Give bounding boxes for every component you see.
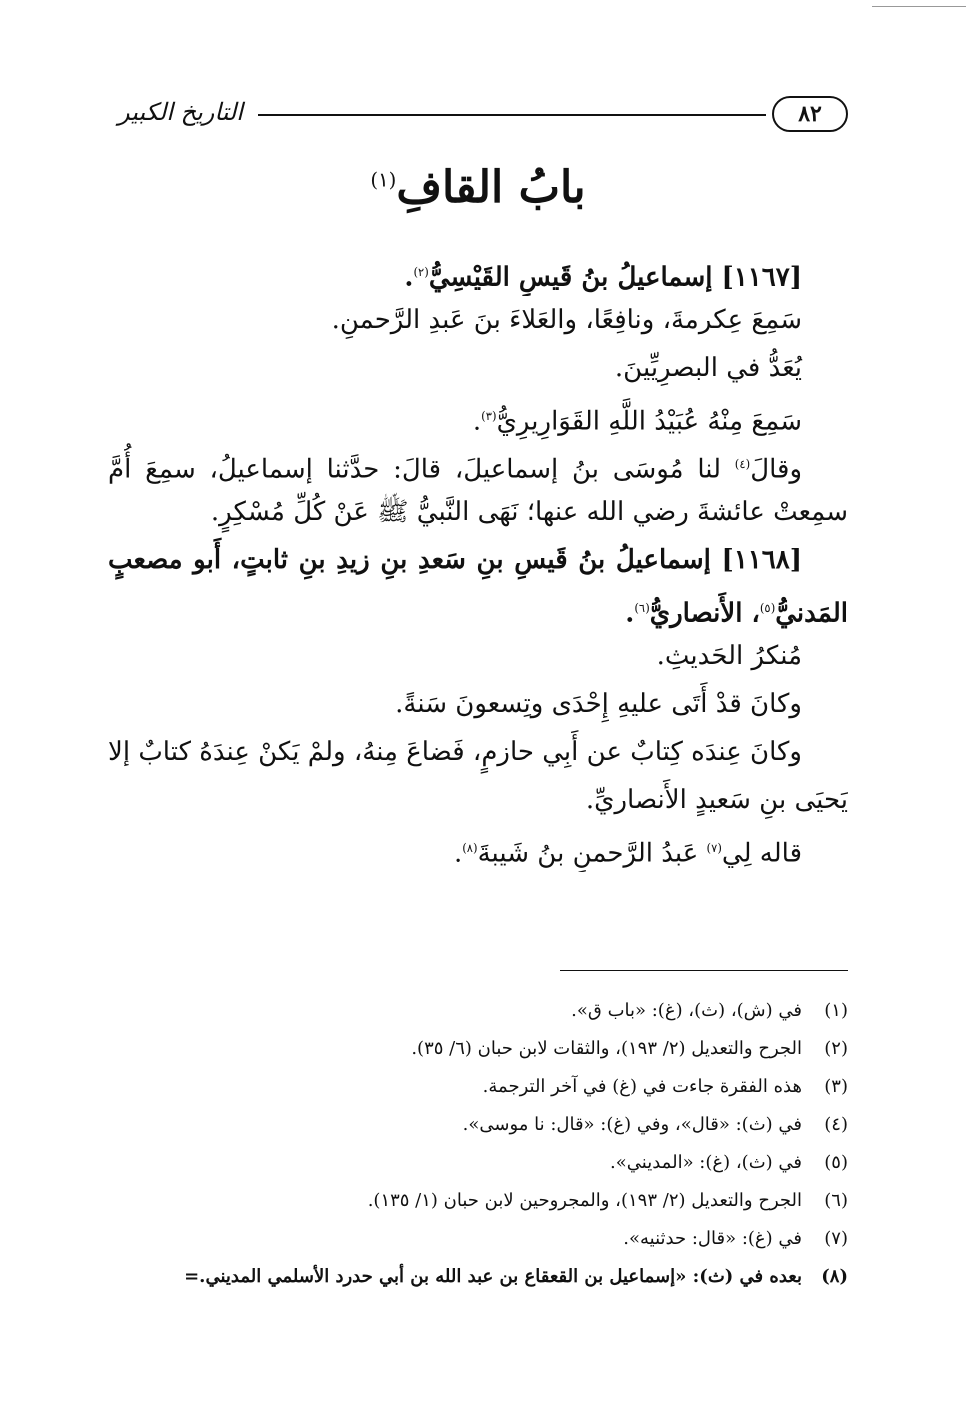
footnote-divider xyxy=(560,970,848,971)
footnote-ref: (٤) xyxy=(734,457,751,471)
text-line: وكانَ عِندَه كِتابٌ عن أَبِي حازمٍ، فَضاعَ مِنهُ، ولمْ يَكنْ عِندَهُ كتابٌ إلا xyxy=(108,737,802,767)
footnotes xyxy=(108,992,848,1296)
text-line: يَحيَى بنِ سَعيدٍ الأَنصاريِّ. xyxy=(585,785,848,815)
footnote-ref: (٢) xyxy=(413,265,429,279)
text-line: مُنكرُ الحَديثِ. xyxy=(656,641,802,671)
text-line: وكانَ قدْ أَتَى عليهِ إِحْدَى وتِسعونَ سَنةً. xyxy=(395,689,802,719)
footnote-ref: (٥) xyxy=(759,601,776,615)
book-title: التاريخ الكبير xyxy=(118,98,243,126)
entry-heading-1167: [١١٦٧] إسماعيلُ بنُ قَيسٍ القَيْسِيُّ$^{(٢)}$. xyxy=(404,262,802,293)
footnote-ref: (١) xyxy=(370,168,397,192)
header-rule xyxy=(258,114,766,116)
footnote-item: (٨)بعده في (ث): «إسماعيل بن القعقاع بن عبد الله بن أبي حدرد الأسلمي المديني.= xyxy=(184,1266,848,1287)
footnote-ref: (٣) xyxy=(481,409,497,423)
entry-heading-1168: [١١٦٨] إسماعيلُ بنُ قَيسِ بنِ سَعدِ بنِ زيدِ بنِ ثابتٍ، أَبو مصعبٍ xyxy=(108,545,802,575)
text-line: سَمِعَ عِكرمةَ، ونافِعًا، والعَلاءَ بنَ عَبدِ الرَّحمنِ. xyxy=(331,305,802,335)
page-header xyxy=(108,96,848,136)
footnote-item: (٧)في (غ): «قال: حدثنيه». xyxy=(623,1228,848,1249)
entry-heading-1168-cont: المَدنيُّ$^{(٥)}$، الأَنصاريُّ$^{(٦)}$. xyxy=(625,598,848,629)
footnote-item: (٤)في (ث): «قال»، وفي (غ): «قال: نا موسى». xyxy=(462,1114,848,1135)
footnote-item: (٣)هذه الفقرة جاءت في (غ) في آخر الترجمة. xyxy=(482,1076,848,1097)
footnote-ref: (٨) xyxy=(462,841,478,855)
scan-edge-line xyxy=(872,6,966,7)
text-line: يُعَدُّ في البصرِيِّينَ. xyxy=(614,353,802,383)
footnote-item: (٢)الجرح والتعديل (٢/ ١٩٣)، والثقات لابن حبان (٦/ ٣٥). xyxy=(411,1038,848,1059)
footnote-item: (٦)الجرح والتعديل (٢/ ١٩٣)، والمجروحين لابن حبان (١/ ١٣٥). xyxy=(367,1190,848,1211)
text-line: سمِعتْ عائشةَ رضي الله عنها؛ نَهَى النَّبيُّ ﷺ عَنْ كُلِّ مُسْكِرٍ. xyxy=(210,497,848,527)
text-line: وقالَ$^{(٤)}$ لنا مُوسَى بنُ إسماعيلَ، قالَ: حدَّثنا إسماعيلُ، سمِعَ أُمَّ xyxy=(108,454,802,485)
chapter-title-text: بابُ القافِ xyxy=(396,162,586,213)
footnote-ref: (٧) xyxy=(706,841,722,855)
main-text xyxy=(108,248,848,872)
footnote-item: (٥)في (ث)، (غ): «المديني». xyxy=(610,1152,848,1173)
footnote-item: (١)في (ش)، (ث)، (غ): «باب ق». xyxy=(571,1000,848,1021)
chapter-title xyxy=(108,162,848,213)
text-line: سَمِعَ مِنْهُ عُبَيْدُ اللَّهِ القَوَارِيرِيُّ$^{(٣)}$. xyxy=(472,406,802,437)
text-line: قاله لِي$^{(٧)}$ عَبدُ الرَّحمنِ بنُ شَيبةَ$^{(٨)}$. xyxy=(453,838,802,869)
footnote-ref: (٦) xyxy=(634,601,650,615)
page-number: ٨٢ xyxy=(772,96,848,132)
